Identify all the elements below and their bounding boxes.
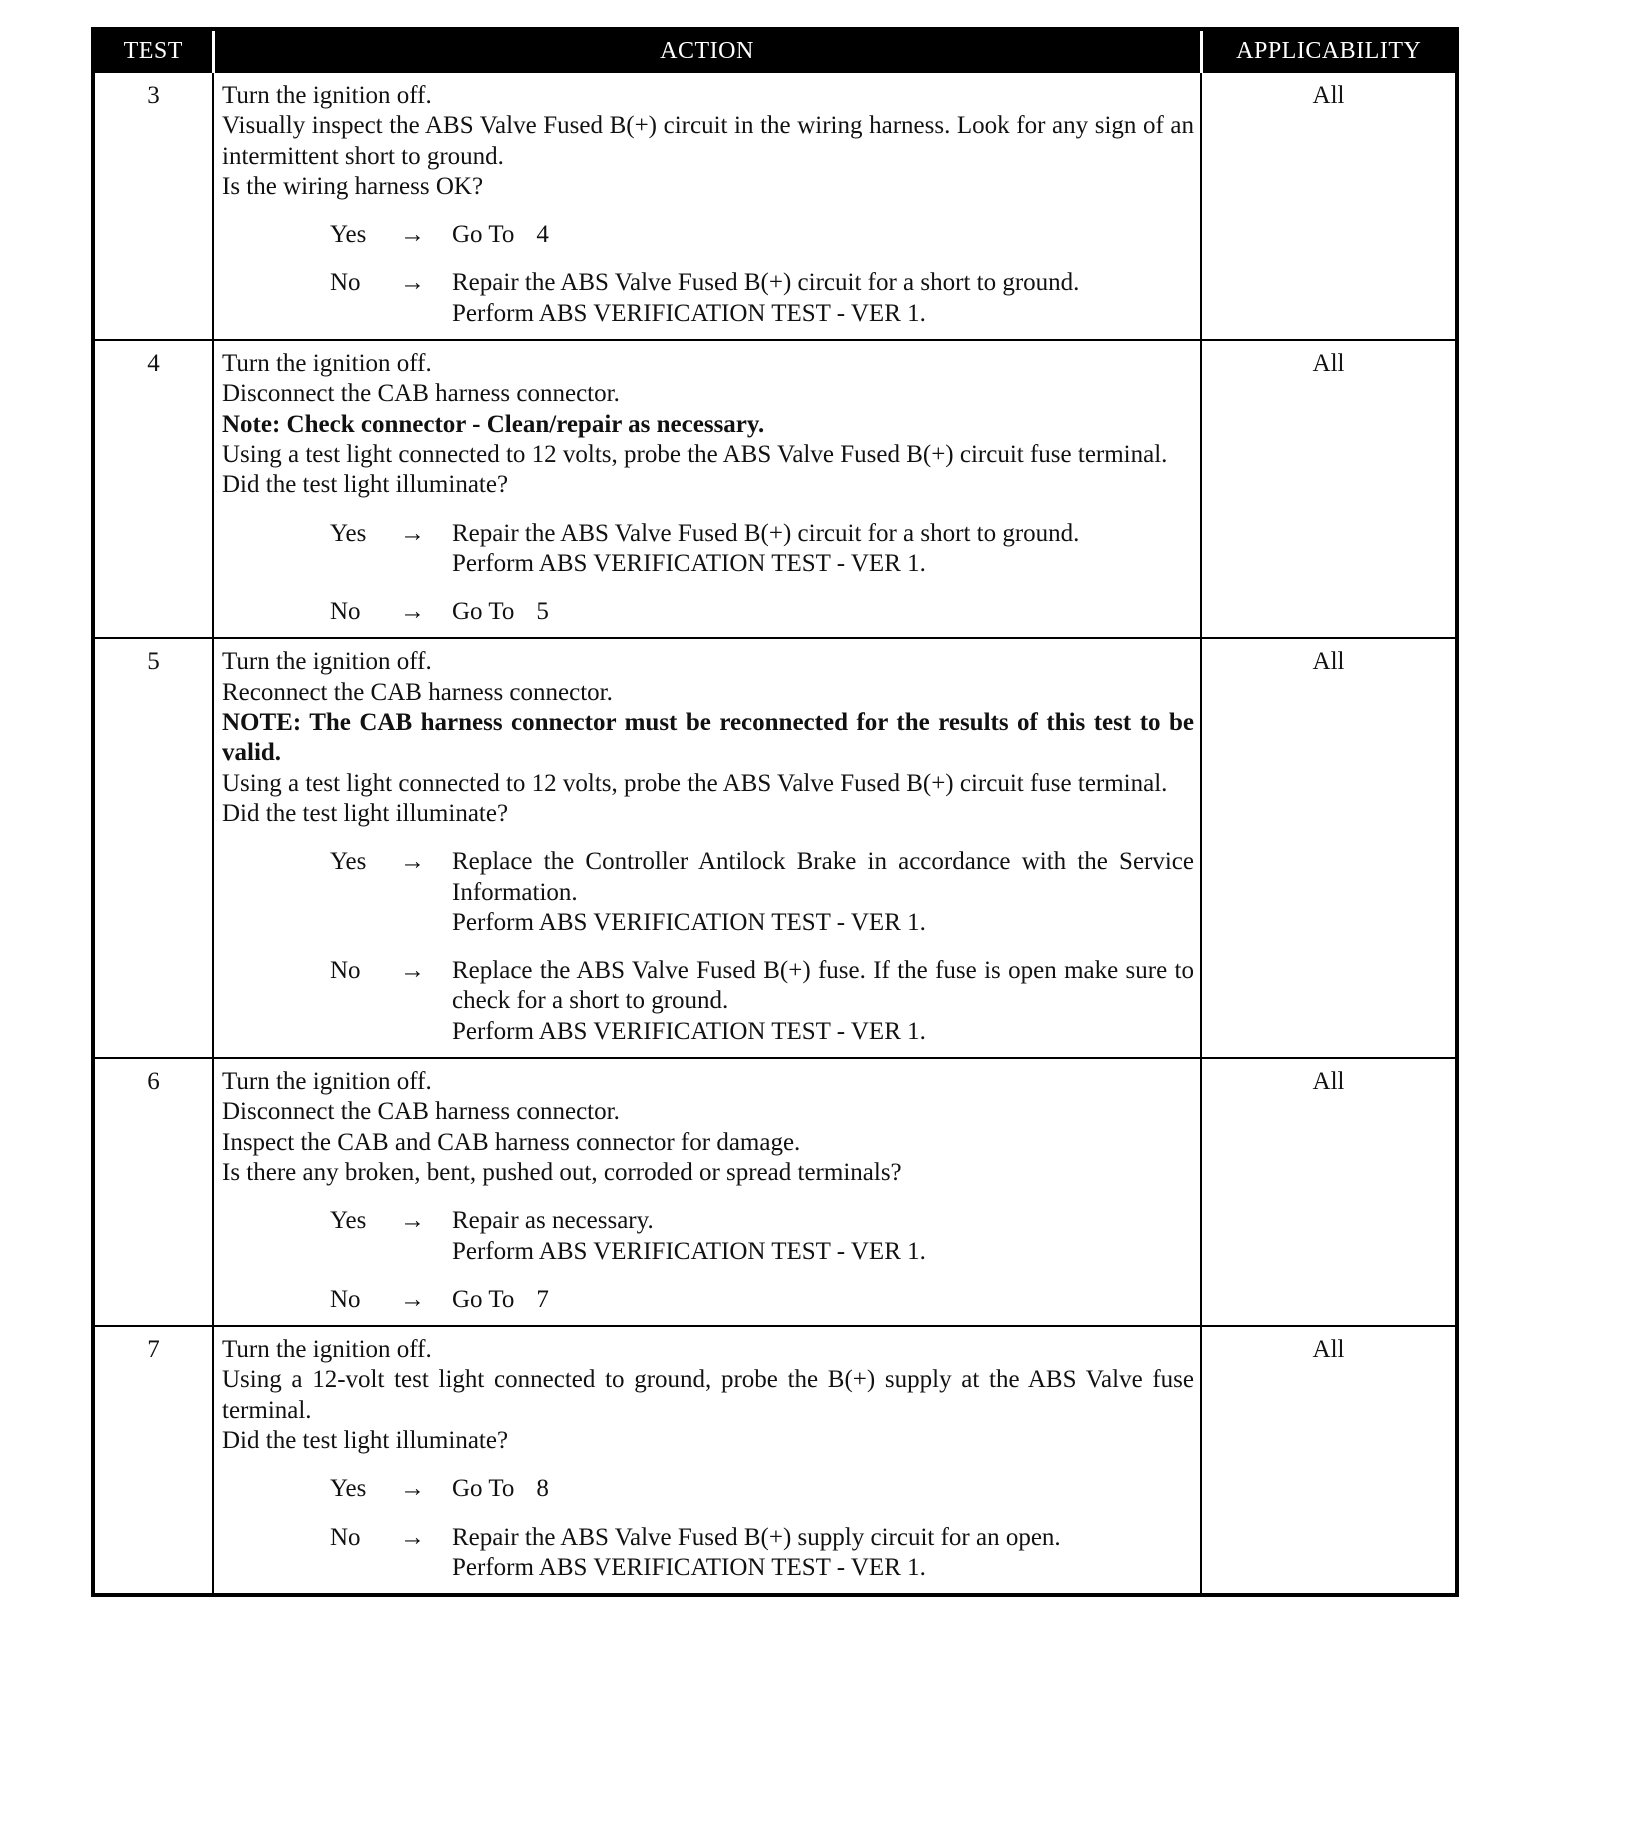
arrow-icon: → [400, 598, 425, 626]
no-result [222, 1523, 1194, 1584]
yes-label: Yes [330, 221, 367, 249]
applicability-value: All [1201, 340, 1457, 638]
result-text: Repair the ABS Valve Fused B(+) circuit for a short to ground. [452, 269, 1080, 297]
action-step: Using a test light connected to 12 volts, probe the ABS Valve Fused B(+) circuit fuse terminal. [222, 769, 1168, 797]
applicability-value: All [1201, 638, 1457, 1058]
goto-test-number: 8 [536, 1475, 549, 1503]
action-cell [213, 638, 1201, 1058]
action-question: Did the test light illuminate? [222, 471, 509, 499]
action-cell [213, 1326, 1201, 1595]
table-row [93, 340, 1457, 638]
no-result [222, 268, 1194, 329]
action-cell [213, 72, 1201, 340]
header-test: TEST [93, 29, 213, 72]
result-text: Repair the ABS Valve Fused B(+) supply circuit for an open. [452, 1523, 1061, 1551]
action-step: Disconnect the CAB harness connector. [222, 1098, 620, 1126]
action-step: Turn the ignition off. [222, 82, 432, 109]
result-text: Repair as necessary. [452, 1207, 654, 1235]
yes-label: Yes [330, 1207, 367, 1235]
arrow-icon: → [400, 1475, 425, 1503]
yes-result [222, 847, 1194, 938]
table-row [93, 72, 1457, 340]
action-step: Turn the ignition off. [222, 1068, 432, 1096]
action-step: Using a 12-volt test light connected to ground, probe the B(+) supply at the ABS Valve fuse terminal. [222, 1366, 1194, 1424]
goto-test-number: 4 [536, 221, 549, 249]
test-number: 4 [93, 340, 213, 638]
goto-label: Go To [452, 598, 515, 626]
result-text: Replace the Controller Antilock Brake in accordance with the Service Information. [452, 848, 1194, 906]
no-label: No [330, 598, 361, 626]
action-step: Reconnect the CAB harness connector. [222, 678, 613, 706]
table-row [93, 638, 1457, 1058]
table-header-row [93, 29, 1457, 72]
applicability-value: All [1201, 72, 1457, 340]
action-question: Is the wiring harness OK? [222, 172, 484, 200]
action-question: Did the test light illuminate? [222, 799, 509, 827]
note-text: Note: Check connector - Clean/repair as necessary. [222, 410, 765, 438]
action-question: Is there any broken, bent, pushed out, corroded or spread terminals? [222, 1158, 902, 1186]
result-text: Perform ABS VERIFICATION TEST - VER 1. [452, 1553, 926, 1581]
diagnostic-test-table [91, 27, 1459, 1597]
yes-result [222, 1206, 1194, 1267]
result-text: Perform ABS VERIFICATION TEST - VER 1. [452, 908, 926, 936]
yes-label: Yes [330, 848, 367, 876]
action-step: Turn the ignition off. [222, 350, 432, 378]
yes-result [222, 519, 1194, 580]
goto-label: Go To [452, 1475, 515, 1503]
no-label: No [330, 957, 361, 985]
result-text: Perform ABS VERIFICATION TEST - VER 1. [452, 1237, 926, 1265]
result-text: Perform ABS VERIFICATION TEST - VER 1. [452, 549, 926, 577]
action-step: Using a test light connected to 12 volts, probe the ABS Valve Fused B(+) circuit fuse terminal. [222, 440, 1168, 468]
test-number: 5 [93, 638, 213, 1058]
header-action: ACTION [213, 29, 1201, 72]
table-row [93, 1326, 1457, 1595]
action-cell [213, 1058, 1201, 1326]
yes-label: Yes [330, 519, 367, 547]
result-text: Replace the ABS Valve Fused B(+) fuse. If the fuse is open make sure to check for a short to ground. [452, 957, 1194, 1015]
arrow-icon: → [400, 519, 425, 547]
no-label: No [330, 1285, 361, 1313]
yes-label: Yes [330, 1475, 367, 1503]
applicability-value: All [1201, 1326, 1457, 1595]
arrow-icon: → [400, 957, 425, 985]
header-applicability: APPLICABILITY [1201, 29, 1457, 72]
action-step: Inspect the CAB and CAB harness connector for damage. [222, 1128, 801, 1156]
test-number: 6 [93, 1058, 213, 1326]
action-step: Disconnect the CAB harness connector. [222, 380, 620, 408]
action-step: Turn the ignition off. [222, 1336, 432, 1364]
action-step: Visually inspect the ABS Valve Fused B(+) circuit in the wiring harness. Look for any sign of an intermittent short to ground. [222, 112, 1194, 170]
no-result [222, 597, 1194, 627]
arrow-icon: → [400, 1285, 425, 1313]
no-label: No [330, 269, 361, 297]
result-text: Perform ABS VERIFICATION TEST - VER 1. [452, 299, 926, 327]
result-text: Perform ABS VERIFICATION TEST - VER 1. [452, 1017, 926, 1045]
test-number: 7 [93, 1326, 213, 1595]
arrow-icon: → [400, 1523, 425, 1551]
action-question: Did the test light illuminate? [222, 1426, 509, 1454]
goto-label: Go To [452, 1285, 515, 1313]
goto-test-number: 7 [536, 1285, 549, 1313]
arrow-icon: → [400, 848, 425, 876]
result-text: Repair the ABS Valve Fused B(+) circuit for a short to ground. [452, 519, 1080, 547]
action-cell [213, 340, 1201, 638]
no-label: No [330, 1523, 361, 1551]
no-result [222, 956, 1194, 1047]
yes-result [222, 1474, 1194, 1504]
note-text: NOTE: The CAB harness connector must be reconnected for the results of this test to be valid. [222, 709, 1194, 767]
table-row [93, 1058, 1457, 1326]
arrow-icon: → [400, 269, 425, 297]
yes-result [222, 220, 1194, 250]
no-result [222, 1285, 1194, 1315]
applicability-value: All [1201, 1058, 1457, 1326]
goto-test-number: 5 [536, 598, 549, 626]
action-step: Turn the ignition off. [222, 648, 432, 676]
arrow-icon: → [400, 221, 425, 249]
goto-label: Go To [452, 221, 515, 249]
test-number: 3 [93, 72, 213, 340]
arrow-icon: → [400, 1207, 425, 1235]
